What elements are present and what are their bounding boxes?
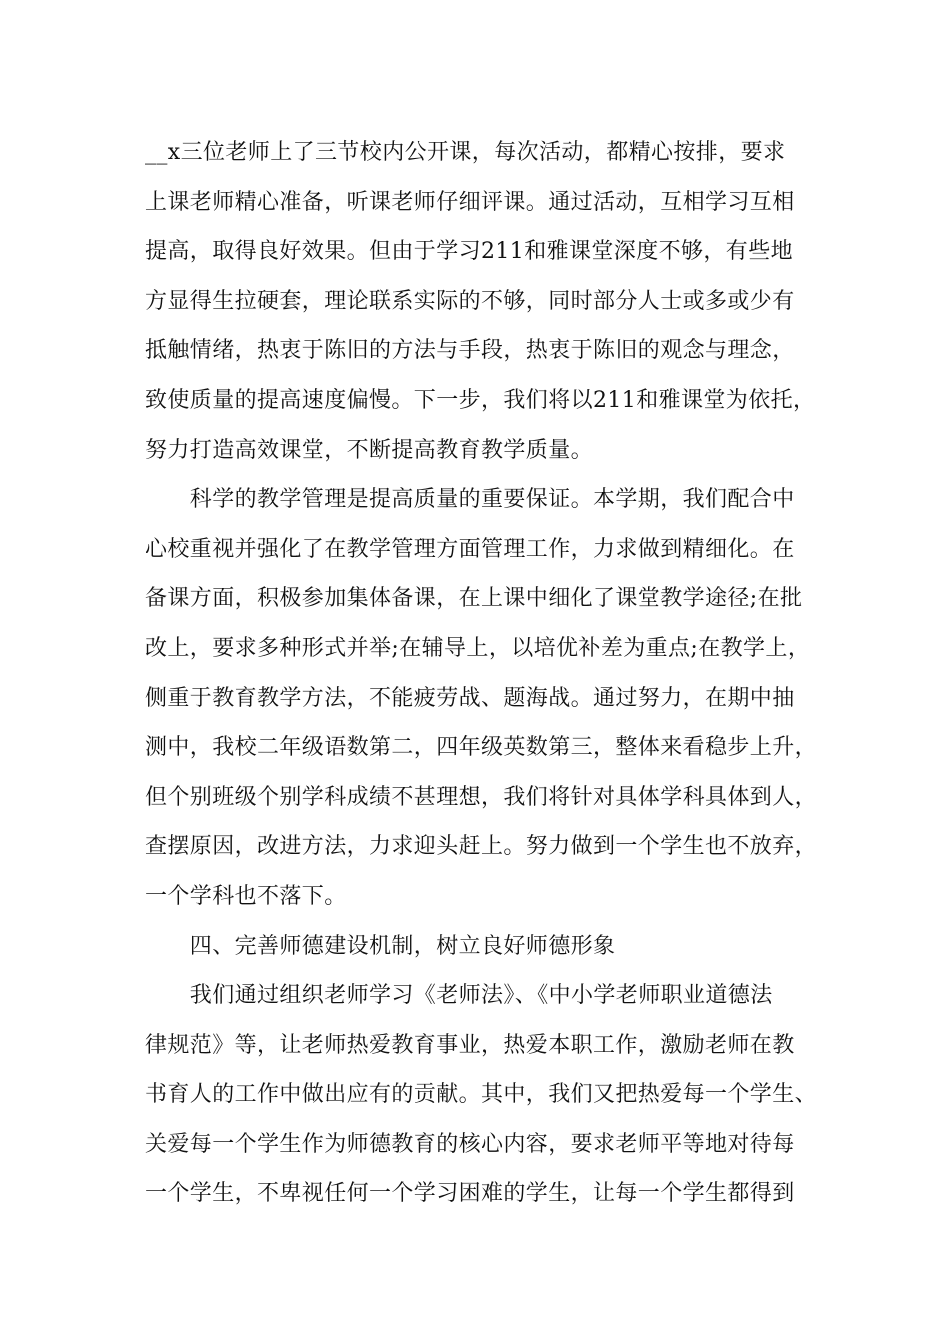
text-line: 努力打造高效课堂，不断提高教育教学质量。 <box>145 437 594 463</box>
text-line: 方显得生拉硬套，理论联系实际的不够，同时部分人士或多或少有 <box>145 288 795 314</box>
text-line: 一个学生，不卑视任何一个学习困难的学生，让每一个学生都得到 <box>145 1181 795 1207</box>
text-line: 致使质量的提高速度偏慢。下一步，我们将以211和雅课堂为依托， <box>145 387 816 413</box>
text-line: 测中，我校二年级语数第二，四年级英数第三，整体来看稳步上升， <box>145 735 818 761</box>
text-line: 侧重于教育教学方法，不能疲劳战、题海战。通过努力，在期中抽 <box>145 685 795 711</box>
text-line: 律规范》等，让老师热爱教育事业，热爱本职工作，激励老师在教 <box>145 1032 795 1058</box>
text-line: 心校重视并强化了在教学管理方面管理工作，力求做到精细化。在 <box>145 536 795 562</box>
text-line: 提高，取得良好效果。但由于学习211和雅课堂深度不够，有些地 <box>145 239 793 265</box>
body-text <box>145 128 835 1219</box>
text-line: 但个别班级个别学科成绩不甚理想，我们将针对具体学科具体到人， <box>145 784 818 810</box>
section-heading: 四、完善师德建设机制，树立良好师德形象 <box>145 933 616 959</box>
text-line: 抵触情绪，热衷于陈旧的方法与手段，热衷于陈旧的观念与理念， <box>145 338 795 364</box>
text-line: 查摆原因，改进方法，力求迎头赶上。努力做到一个学生也不放弃， <box>145 834 818 860</box>
text-line: 备课方面，积极参加集体备课，在上课中细化了课堂教学途径;在批 <box>145 586 803 612</box>
text-line: 关爱每一个学生作为师德教育的核心内容，要求老师平等地对待每 <box>145 1131 795 1157</box>
text-line: 上课老师精心准备，听课老师仔细评课。通过活动，互相学习互相 <box>145 189 795 215</box>
text-line: 科学的教学管理是提高质量的重要保证。本学期，我们配合中 <box>145 487 795 513</box>
text-line: __x三位老师上了三节校内公开课，每次活动，都精心按排，要求 <box>145 140 786 165</box>
text-line: 书育人的工作中做出应有的贡献。其中，我们又把热爱每一个学生、 <box>145 1082 818 1108</box>
text-line: 我们通过组织老师学习《老师法》、《中小学老师职业道德法 <box>145 983 773 1009</box>
text-line: 一个学科也不落下。 <box>145 883 347 909</box>
text-line: 改上，要求多种形式并举;在辅导上，以培优补差为重点;在教学上， <box>145 635 811 661</box>
